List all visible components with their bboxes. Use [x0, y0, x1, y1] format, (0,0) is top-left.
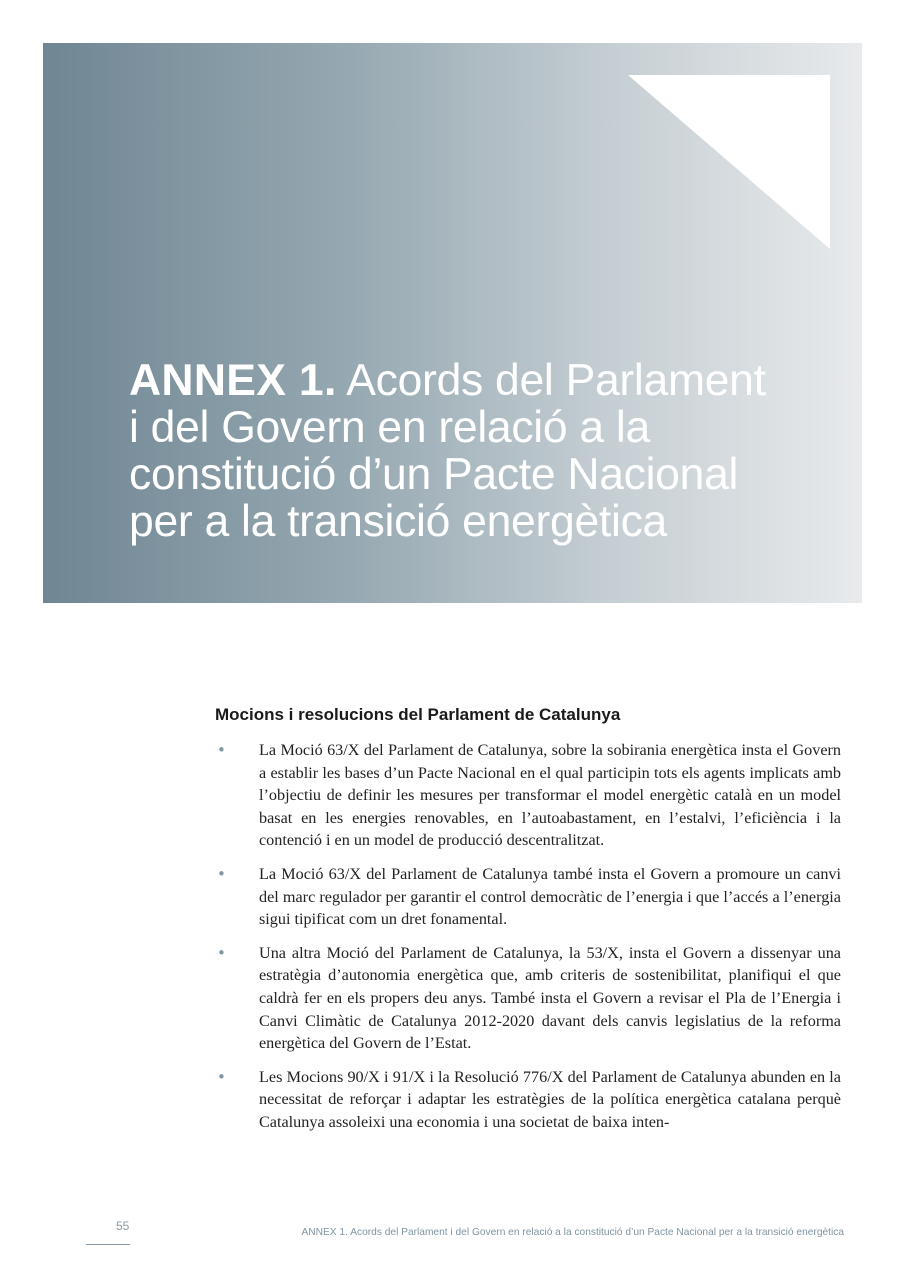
running-footer-annex: ANNEX 1. [301, 1227, 348, 1238]
decorative-corner-triangle [628, 75, 830, 249]
section-heading: Mocions i resolucions del Parlament de Catalunya [215, 705, 621, 724]
bullet-icon: • [217, 943, 226, 962]
page-number-rule [86, 1244, 130, 1245]
annex-title-line-2: i del Govern en relació a la [129, 403, 650, 452]
annex-title-line-1: Acords del Parlament [346, 356, 766, 405]
list-item-text: Una altra Moció del Parlament de Catalunya, la 53/X, insta el Govern a dissenyar una estratègia d’autonomia energètica que, amb criteris de sostenibilitat, planifiqui el que caldrà fer en els propers deu anys. També insta el Govern a revisar el Pla de l’Energia i Canvi Climàtic de Catalunya 2012-2020 davant dels canvis legislatius de la reforma energètica del Govern de l’Estat. [259, 943, 841, 1053]
list-item-text: La Moció 63/X del Parlament de Catalunya també insta el Govern a promoure un canvi del marc regulador per garantir el control democràtic de l’energia i que l’accés a l’energia sigui tipificat com un dret fonamental. [259, 864, 841, 929]
list-item [215, 863, 841, 931]
running-footer [301, 1227, 844, 1238]
annex-title-line-3: constitució d’un Pacte Nacional [129, 450, 739, 499]
list-item [215, 739, 841, 852]
page-number: 55 [116, 1219, 130, 1233]
list-item [215, 942, 841, 1055]
annex-label: ANNEX 1. [129, 356, 337, 405]
annex-title-line-4: per a la transició energètica [129, 497, 667, 546]
annex-title [129, 357, 829, 545]
bullet-icon: • [217, 741, 226, 759]
bullet-icon: • [217, 864, 226, 883]
bullet-icon: • [217, 1067, 226, 1086]
list-item-text: La Moció 63/X del Parlament de Catalunya, sobre la sobirania energètica insta el Govern a establir les bases d’un Pacte Nacional en el qual participin tots els agents implicats amb l’objectiu de definir les mesures per transformar el model energètic català en un model basat en les energies renovables, en l’autoabastament, en l’estalvi, l’eficiència i la contenció i en un model de producció descentralitzat. [259, 741, 841, 850]
motions-list [215, 739, 841, 1145]
list-item [215, 1066, 841, 1134]
running-footer-title: Acords del Parlament i del Govern en relació a la constitució d’un Pacte Nacional per a la transició energètica [350, 1227, 844, 1238]
list-item-text: Les Mocions 90/X i 91/X i la Resolució 776/X del Parlament de Catalunya abunden en la necessitat de reforçar i adaptar les estratègies de la política energètica catalana perquè Catalunya assoleixi una economia i una societat de baixa inten- [259, 1067, 841, 1131]
